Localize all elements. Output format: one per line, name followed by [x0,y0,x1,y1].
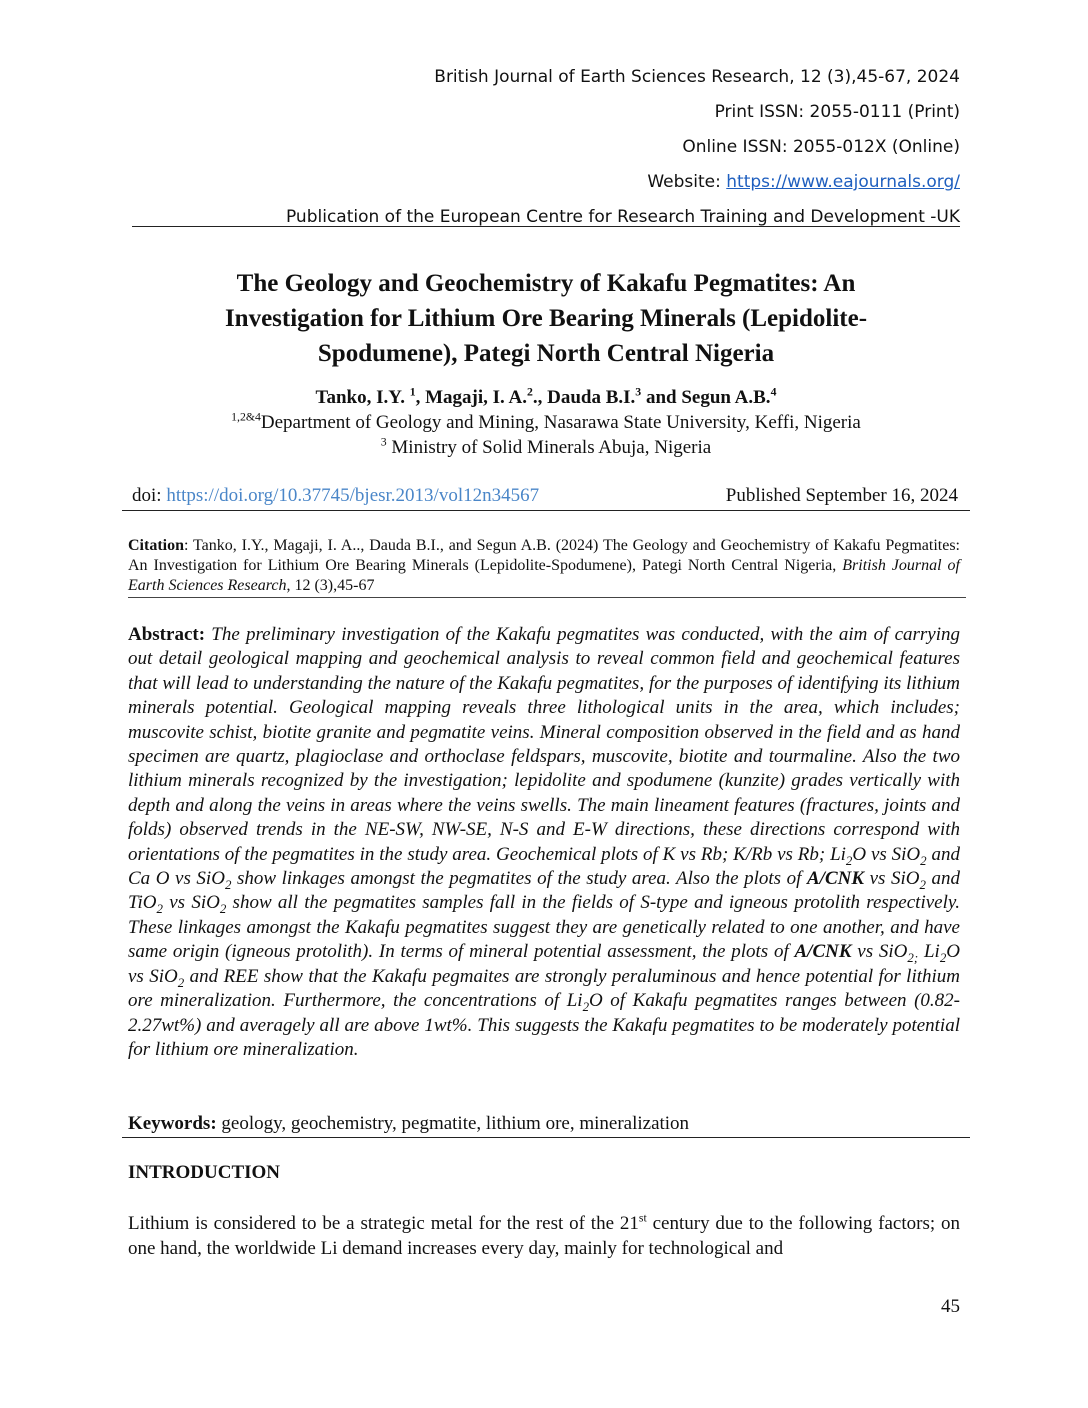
affiliation-1: $^{1,2\&4}$Department of Geology and Mining, Nasarawa State University, Keffi, Nigeria [231,410,861,433]
title-line-1: The Geology and Geochemistry of Kakafu Pegmatites: An [236,270,856,297]
doi-row [132,485,958,507]
header-divider [132,226,960,227]
keywords-text: geology, geochemistry, pegmatite, lithium ore, mineralization [216,1113,690,1134]
author-names: Tanko, I.Y. $^1$, Magaji, I. A.$^2$., Dauda B.I.$^3$ and Segun A.B.$^4$ [315,385,777,408]
journal-citation-line: British Journal of Earth Sciences Research, 12 (3),45-67, 2024 [434,67,960,87]
page-number: 45 [941,1296,960,1317]
citation: Citation: Tanko, I.Y., Magaji, I. A.., Dauda B.I., and Segun A.B. (2024) The Geology and Geochemistry of Kakafu Pegmatites: An Investigation for Lithium Ore Bearing Minerals (Lepidolite-Spodumene), Pategi North Central Nigeria, British Journal of Earth Sciences Research, 12 (3),45-67 [128,537,961,594]
author-block [132,385,960,460]
print-issn: Print ISSN: 2055-0111 (Print) [714,102,960,122]
keywords-label: Keywords: [128,1113,217,1134]
abstract [128,623,960,1062]
online-issn: Online ISSN: 2055-012X (Online) [682,137,960,157]
title-line-3: Spodumene), Pategi North Central Nigeria [317,340,775,367]
affiliation-2: $^3$ Ministry of Solid Minerals Abuja, Nigeria [380,435,712,458]
keywords-divider [122,1137,970,1138]
doi: doi: https://doi.org/10.37745/bjesr.2013/vol12n34567 [132,485,540,506]
section-heading-introduction: INTRODUCTION [128,1162,281,1183]
publisher-line: Publication of the European Centre for Research Training and Development -UK [285,207,960,227]
website-link[interactable]: https://www.eajournals.org/ [726,172,960,192]
journal-header [286,60,960,235]
published-date: Published September 16, 2024 [725,485,958,506]
keywords [128,1112,960,1136]
paper-title [132,266,960,371]
citation-divider [128,597,966,598]
doi-divider [122,510,970,511]
website-line [286,165,960,200]
title-line-2: Investigation for Lithium Ore Bearing Minerals (Lepidolite- [224,305,868,332]
introduction-paragraph: Lithium is considered to be a strategic metal for the rest of the 21st century due to the following factors; on one hand, the worldwide Li demand increases every day, mainly for technological and [128,1211,960,1259]
abstract-text: The preliminary investigation of the Kakafu pegmatites was conducted, with the aim of carrying out detail geological mapping and geochemical analysis to reveal common field and geochemical features that will lead to understanding the nature of the Kakafu pegmatites, for the purposes of identifying its lithium minerals potential. Geological mapping reveals three lithological units in the area, which includes; muscovite schist, biotite granite and pegmatite veins. Mineral composition observed in the field and as hand specimen are quartz, plagioclase and orthoclase feldspars, muscovite, biotite and tourmaline. Also the two lithium minerals recognized by the investigation; lepidolite and spodumene (kunzite) grades vertically with depth and along the veins in areas where the veins swells. The main lineament features (fractures, joints and folds) observed trends in the NE-SW, NW-SE, N-S and E-W directions, these directions correspond with orientations of the pegmatites in the study area. Geochemical plots of K vs Rb; K/Rb vs Rb; $Li_2O$ vs SiO$_2$ and Ca O vs SiO$_2$ show linkages amongst the pegmatites of the study area. Also the plots of A/CNK vs SiO$_2$ and TiO$_2$ vs SiO$_2$ show all the pegmatites samples fall in the fields of S-type and igneous protolith respectively. These linkages amongst the Kakafu pegmatites suggest they are genetically related to one another, and have same origin (igneous protolith). In terms of mineral potential assessment, the plots of A/CNK vs SiO$_{2;}$ $Li_2O$ vs SiO$_2$ and REE show that the Kakafu pegmaites are strongly peraluminous and hence potential for lithium ore mineralization. Furthermore, the concentrations of $Li_2O$ of Kakafu pegmatites ranges between (0.82-2.27wt%) and averagely all are above 1wt%. This suggests the Kakafu pegmatites to be moderately potential for lithium ore mineralization. [128,624,961,1060]
abstract-label: Abstract: [128,624,206,645]
doi-link[interactable]: https://doi.org/10.37745/bjesr.2013/vol12n34567 [166,485,540,506]
website-label: Website: [647,172,727,192]
